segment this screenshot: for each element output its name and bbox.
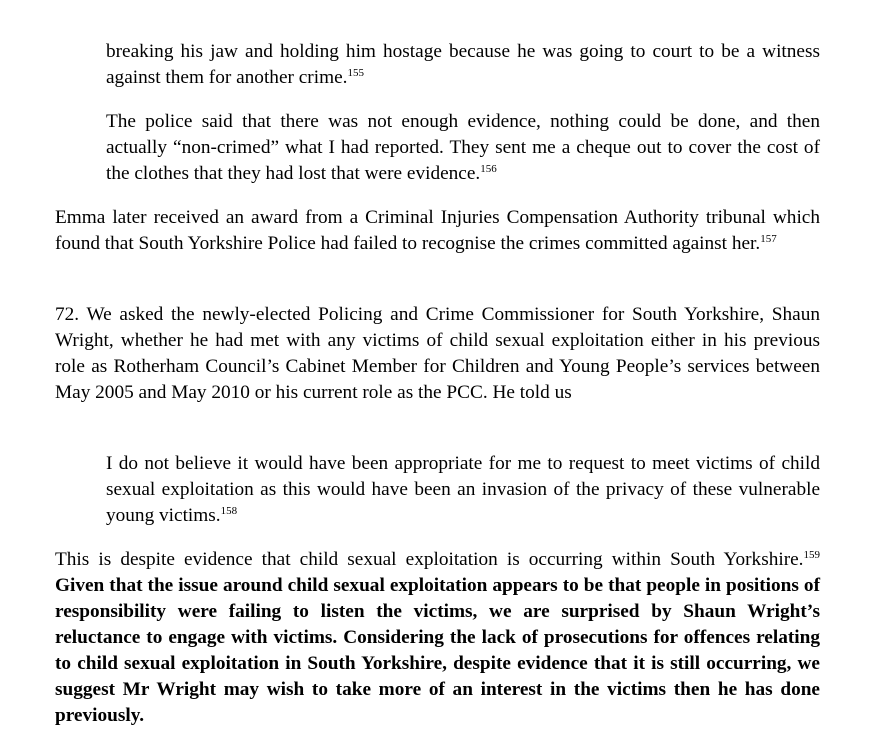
quote-2-text: The police said that there was not enough evidence, nothing could be done, and then actually “non-crimed” what I had reported. They sent me a cheque out to cover the cost of the clothes that they had lost that were evidence. [106,111,820,184]
footnote-156[interactable]: 156 [480,163,497,175]
quote-paragraph-1 [106,39,820,91]
footnote-155[interactable]: 155 [347,67,364,79]
footnote-158[interactable]: 158 [220,505,238,517]
body-paragraph-72 [55,302,820,406]
conclusion-bold-text: Given that the issue around child sexual exploitation appears to be that people in positions of responsibility were failing to listen the victims, we are surprised by Shaun Wright’s reluctance to engage with victims. Considering the lack of prosecutions for offences relating to child sexual exploitation in South Yorkshire, despite evidence that it is still occurring, we suggest Mr Wright may wish to take more of an interest in the victims then he has done previously. [55,575,820,726]
quote-paragraph-2 [106,109,820,187]
body-paragraph-emma-award [55,205,820,257]
body-paragraph-conclusion [55,547,820,729]
para-1-text: Emma later received an award from a Criminal Injuries Compensation Authority tribunal which found that South Yorkshire Police had failed to recognise the crimes committed against her. [55,207,820,254]
quote-1-text: breaking his jaw and holding him hostage because he was going to court to be a witness against them for another crime. [106,41,820,88]
quote-paragraph-3 [106,451,820,529]
para-3-text: This is despite evidence that child sexual exploitation is occurring within South Yorkshire. [55,549,804,570]
quote-3-text: I do not believe it would have been appropriate for me to request to meet victims of child sexual exploitation as this would have been an invasion of the privacy of these vulnerable young victims. [106,453,820,526]
footnote-159[interactable]: 159 [803,549,820,561]
footnote-157[interactable]: 157 [760,233,777,245]
para-2-text: 72. We asked the newly-elected Policing and Crime Commissioner for South Yorkshire, Shaun Wright, whether he had met with any victims of child sexual exploitation either in his previous role as Rotherham Council’s Cabinet Member for Children and Young People’s services between May 2005 and May 2010 or his current role as the PCC. He told us [55,304,820,403]
